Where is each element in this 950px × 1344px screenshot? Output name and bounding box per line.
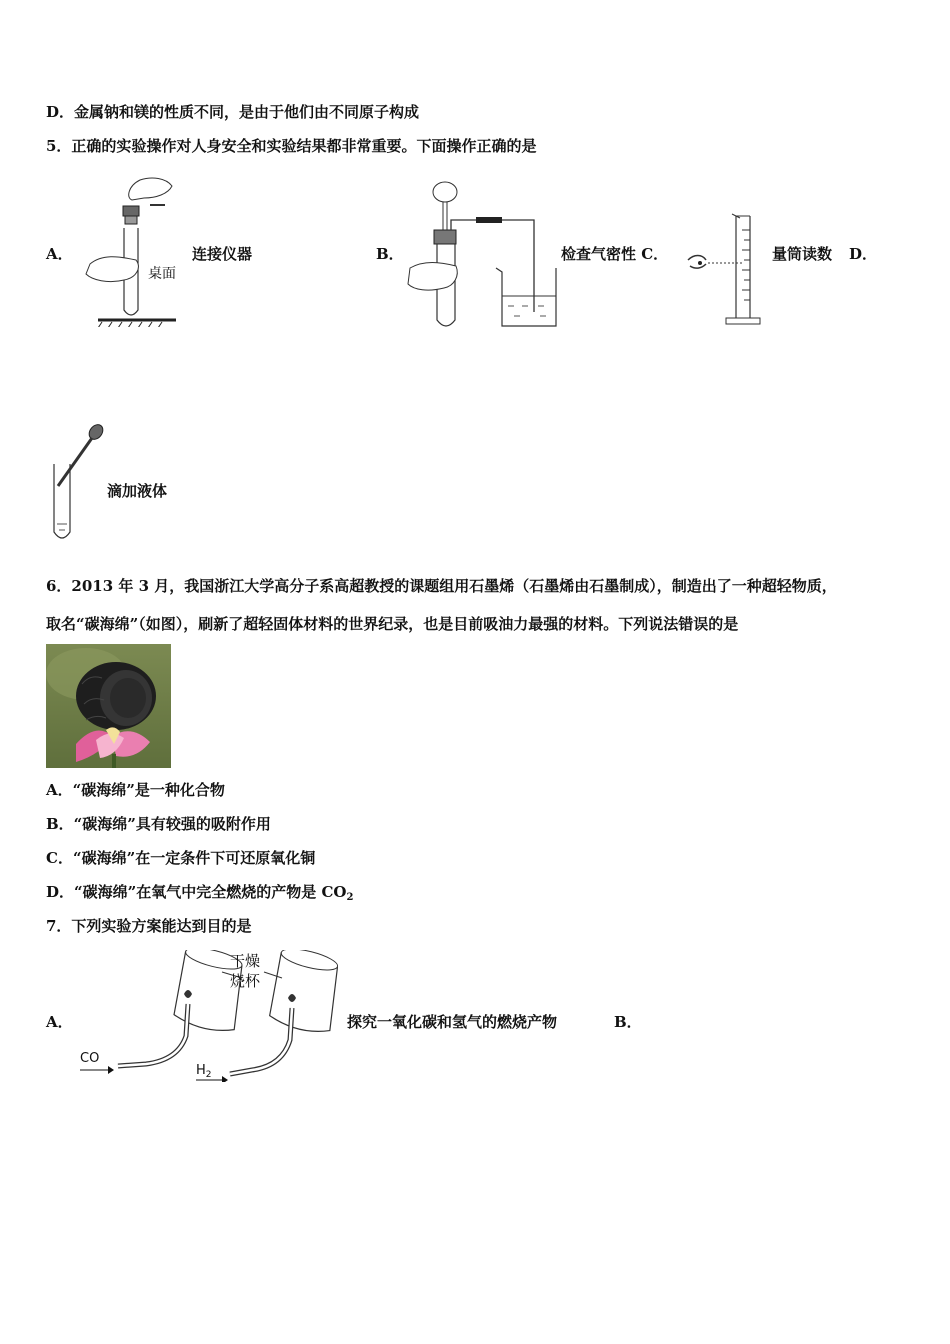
airtightness-check-figure <box>404 172 560 332</box>
q7-option-b-letter: B． <box>614 1013 642 1031</box>
connect-apparatus-figure <box>80 172 180 327</box>
q6-stem-line2: 取名“碳海绵”（如图），刷新了超轻固体材料的世界纪录，也是目前吸油力最强的材料。下列说法错误的是 <box>46 615 739 633</box>
graduated-cylinder-figure <box>684 210 774 332</box>
q7-stem: 7．下列实验方案能达到目的是 <box>46 917 252 935</box>
q7-option-a-letter: A． <box>46 1013 73 1031</box>
q6-option-a: A．“碳海绵”是一种化合物 <box>46 781 225 799</box>
dry-label-top: 干燥 <box>230 952 261 970</box>
q7-option-a-caption: 探究一氧化碳和氢气的燃烧产物 <box>347 1013 558 1031</box>
dropper-figure <box>48 420 108 544</box>
gas-h2-label: $H_2$ <box>196 1063 212 1080</box>
q6-stem-line1: 6．2013 年 3 月，我国浙江大学高分子系高超教授的课题组用石墨烯（石墨烯由石墨制成），制造出了一种超轻物质， <box>46 577 837 595</box>
q6-option-b: B．“碳海绵”具有较强的吸附作用 <box>46 815 271 833</box>
q5-stem: 5．正确的实验操作对人身安全和实验结果都非常重要。下面操作正确的是 <box>46 137 537 155</box>
q5-option-c-caption: 量筒读数 <box>772 245 833 263</box>
q5-option-b-letter: B． <box>376 245 404 263</box>
q6-option-c: C．“碳海绵”在一定条件下可还原氧化铜 <box>46 849 316 867</box>
q4-option-d: D．金属钠和镁的性质不同，是由于他们由不同原子构成 <box>46 103 420 121</box>
q5-option-a-caption: 连接仪器 <box>192 245 253 263</box>
table-label: 桌面 <box>148 266 176 282</box>
gas-co-label: CO <box>80 1051 100 1066</box>
q5-option-a-letter: A． <box>46 245 73 263</box>
q5-option-b-caption: 检查气密性 C． <box>561 245 669 263</box>
combustion-experiment-figure <box>76 950 338 1082</box>
carbon-sponge-photo <box>46 644 171 768</box>
q5-option-d-caption: 滴加液体 <box>107 482 168 500</box>
q6-option-d: D．“碳海绵”在氧气中完全燃烧的产物是 $CO_2$ <box>46 883 354 903</box>
q5-option-d-letter: D． <box>849 245 878 263</box>
beaker-label-bottom: 烧杯 <box>230 972 261 990</box>
